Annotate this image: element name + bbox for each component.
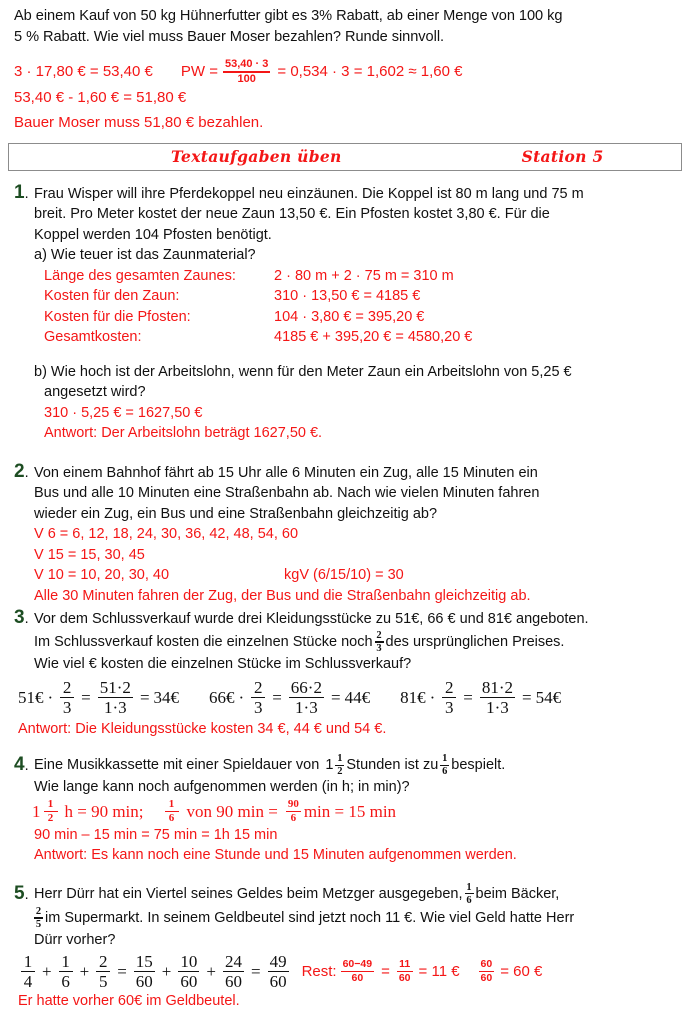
task-5-question-line-3: Dürr vorher? — [34, 932, 116, 949]
task-2-number: 2. — [14, 460, 29, 482]
denominator: 3 — [253, 698, 263, 718]
pw-denominator: 100 — [237, 72, 256, 85]
numerator: 90 — [287, 797, 299, 810]
top-problem-line1: Ab einem Kauf von 50 kg Hühnerfutter gibt es 3% Rabatt, ab einer Menge von 100 kg — [14, 8, 563, 24]
task-3-inline-fraction — [375, 630, 384, 654]
denominator: 6 — [61, 972, 70, 992]
price: 66€ — [209, 687, 235, 707]
numerator: 1 — [168, 797, 175, 810]
task-5-q-text-c: im Supermarkt. In seinem Geldbeutel sind jetzt noch 11 €. Wie viel Geld hatte Herr — [45, 909, 575, 926]
denominator: 6 — [290, 812, 297, 825]
top-problem-block — [14, 6, 686, 135]
task-1-number: 1. — [14, 181, 29, 203]
denominator: 1·3 — [486, 698, 509, 718]
task-5-header — [14, 882, 686, 906]
task-4-question-line-2: Wie lange kann noch aufgenommen werden (in h; in min)? — [34, 779, 410, 796]
equals-symbol: = — [330, 687, 341, 707]
top-solution-product: 3 · 17,80 € = 53,40 € — [14, 63, 153, 81]
equals-symbol: = — [522, 687, 532, 707]
operator: + — [161, 961, 172, 981]
numerator: 2 — [62, 677, 72, 697]
denominator: 6 — [442, 766, 448, 778]
numerator: 1 — [442, 753, 448, 765]
task-5-number: 5. — [14, 882, 29, 904]
rest-fraction-2 — [397, 959, 413, 984]
task-1-part-a-label: a) Wie teuer ist das Zaunmaterial? — [34, 247, 256, 264]
task-5-rest-computation — [302, 959, 543, 984]
sum-fraction — [178, 953, 199, 991]
denominator: 60 — [180, 972, 198, 992]
banner-station-label: Station 5 — [521, 147, 604, 167]
sum-fraction — [134, 953, 155, 991]
task-5-fraction-1 — [465, 882, 474, 906]
total-fraction — [479, 959, 495, 984]
fraction-part — [44, 799, 58, 825]
equals-symbol: = — [272, 687, 282, 707]
task-1-part-b-line-1: b) Wie hoch ist der Arbeitslohn, wenn für den Meter Zaun ein Arbeitslohn von 5,25 € — [34, 363, 572, 380]
denominator: 60 — [224, 972, 242, 992]
numerator: 1 — [23, 951, 33, 971]
equals-symbol: = — [463, 687, 473, 707]
sum-fraction — [96, 953, 110, 991]
top-problem-line2: 5 % Rabatt. Wie viel muss Bauer Moser bezahlen? Runde sinnvoll. — [14, 29, 445, 45]
task-3-calc-3 — [400, 679, 561, 717]
task-2 — [14, 462, 686, 607]
rest-fraction-1 — [341, 959, 375, 984]
operator: = — [117, 961, 127, 981]
denominator: 3 — [62, 698, 72, 718]
whole-part: 1 — [32, 801, 41, 821]
task-1 — [14, 183, 686, 444]
result: 34€ — [153, 687, 180, 707]
numerator: 66·2 — [290, 677, 322, 697]
task-4-question-line-1 — [34, 753, 686, 777]
task-2-header — [14, 462, 686, 484]
denominator: 1·3 — [295, 698, 318, 718]
sum-fraction — [21, 953, 35, 991]
table-row — [44, 307, 686, 328]
multiplier-fraction — [442, 679, 456, 717]
task-4-fraction-2 — [440, 753, 449, 777]
task-2-question-line-2: Bus und alle 10 Minuten eine Straßenbahn ab. Nach wie vielen Minuten fahren — [34, 485, 540, 502]
operator: + — [206, 961, 216, 981]
task-1-question-line-3: Koppel werden 104 Pfosten benötigt. — [34, 226, 272, 243]
task-5-fraction-2 — [34, 906, 43, 930]
denominator: 60 — [351, 972, 364, 985]
task-1-question-line-2: breit. Pro Meter kostet der neue Zaun 13,50 €. Ein Pfosten kostet 3,80 €. Für die — [34, 206, 550, 223]
task-5 — [14, 882, 686, 1011]
multiplier-fraction — [60, 679, 74, 717]
multiplier-fraction — [251, 679, 265, 717]
task-5-calculation-row — [14, 953, 686, 991]
denominator: 60 — [269, 972, 287, 992]
calc2-mid: von 90 min = — [186, 801, 278, 821]
calc1-tail: h = 90 min; — [64, 801, 144, 821]
result: 54€ — [535, 687, 562, 707]
result-fraction — [98, 679, 133, 717]
task-3-q2-text-b: des ursprünglichen Preises. — [385, 633, 565, 650]
fraction-part — [335, 753, 344, 777]
numerator: 2 — [98, 951, 108, 971]
task-2-multiples-15: V 15 = 15, 30, 45 — [34, 546, 145, 563]
pw-formula — [181, 59, 463, 85]
result: 44€ — [344, 687, 371, 707]
task-4-number: 4. — [14, 754, 29, 776]
task-3-calc-1 — [18, 679, 179, 717]
denominator: 60 — [135, 972, 153, 992]
operator: = — [250, 961, 261, 981]
ninety-sixths-fraction — [286, 799, 301, 825]
task-5-fraction-sum — [18, 953, 292, 991]
task-4-q-text-b: Stunden ist zu — [346, 757, 439, 774]
denominator: 2 — [47, 812, 54, 825]
sum-fraction — [59, 953, 73, 991]
result-fraction — [480, 679, 515, 717]
banner-title: Textaufgaben üben — [171, 147, 342, 167]
task-4-answer: Antwort: Es kann noch eine Stunde und 15 Minuten aufgenommen werden. — [34, 847, 517, 864]
task-3 — [14, 608, 686, 739]
rest-equals-value: = 11 € — [418, 963, 460, 981]
numerator: 24 — [224, 951, 242, 971]
mixed-number — [32, 799, 61, 825]
task-1-header — [14, 183, 686, 205]
table-row — [44, 327, 686, 348]
denominator: 3 — [376, 643, 382, 655]
task-1-part-b-answer: Antwort: Der Arbeitslohn beträgt 1627,50 €. — [44, 425, 323, 442]
top-solution-row-2 — [14, 85, 686, 110]
whole-part: 1 — [325, 757, 334, 774]
numerator: 1 — [337, 753, 343, 765]
pw-numerator: 53,40 · 3 — [224, 58, 269, 70]
denominator: 4 — [23, 972, 33, 992]
table-row — [44, 266, 686, 287]
numerator: 11 — [399, 958, 411, 971]
row-value: 310 · 13,50 € = 4185 € — [274, 288, 421, 305]
equals-symbol: = — [139, 687, 150, 707]
multiply-symbol: · — [47, 687, 54, 707]
task-4-q-text-a: Eine Musikkassette mit einer Spieldauer von — [34, 757, 320, 774]
row-value: 2 · 80 m + 2 · 75 m = 310 m — [274, 267, 454, 284]
task-5-q-text-b: beim Bäcker, — [475, 885, 560, 902]
task-3-number: 3. — [14, 607, 29, 629]
task-2-kgv: kgV (6/15/10) = 30 — [284, 567, 404, 584]
row-value: 4185 € + 395,20 € = 4580,20 € — [274, 329, 473, 346]
task-1-solution-table — [14, 266, 686, 348]
row-label: Länge des gesamten Zaunes: — [44, 267, 236, 284]
task-3-question-line-3: Wie viel € kosten die einzelnen Stücke im Schlussverkauf? — [34, 656, 412, 673]
task-2-multiples-10-row — [14, 565, 686, 586]
one-sixth-fraction — [165, 799, 179, 825]
multiply-symbol: · — [238, 687, 245, 707]
row-label: Kosten für den Zaun: — [44, 288, 180, 305]
numerator: 60 — [480, 958, 493, 971]
top-solution — [14, 59, 686, 135]
task-3-answer: Antwort: Die Kleidungsstücke kosten 34 €, 44 € und 54 €. — [18, 720, 387, 737]
multiply-symbol: · — [429, 687, 436, 707]
top-solution-row-3 — [14, 110, 686, 135]
denominator: 6 — [168, 812, 175, 825]
denominator: 5 — [98, 972, 108, 992]
row-label: Kosten für die Pfosten: — [44, 308, 191, 325]
sum-fraction — [223, 953, 244, 991]
numerator: 51·2 — [99, 677, 131, 697]
top-solution-answer: Bauer Moser muss 51,80 € bezahlen. — [14, 113, 264, 131]
station-banner — [8, 143, 682, 171]
denominator: 5 — [35, 919, 42, 931]
denominator: 1·3 — [104, 698, 127, 718]
task-3-header — [14, 608, 686, 630]
task-4-mixed-number — [325, 753, 346, 777]
task-3-question-line-2 — [14, 630, 686, 654]
result-fraction — [289, 679, 324, 717]
task-1-part-b-line-2: angesetzt wird? — [44, 384, 146, 401]
task-5-question-line-1 — [34, 882, 686, 906]
sum-fraction — [268, 953, 289, 991]
task-2-multiples-6: V 6 = 6, 12, 18, 24, 30, 36, 42, 48, 54, 60 — [34, 526, 299, 543]
task-4-q-text-c: bespielt. — [451, 757, 506, 774]
task-4-header — [14, 753, 686, 777]
task-5-q-text-a: Herr Dürr hat ein Viertel seines Geldes beim Metzger ausgegeben, — [34, 885, 463, 902]
task-1-question-line-1: Frau Wisper will ihre Pferdekoppel neu einzäunen. Die Koppel ist 80 m lang und 75 m — [34, 185, 584, 202]
numerator: 1 — [466, 881, 472, 893]
task-5-question-line-2 — [14, 906, 686, 930]
operator: + — [42, 961, 52, 981]
numerator: 1 — [61, 951, 70, 971]
total-equals-value: = 60 € — [500, 963, 543, 981]
top-solution-row-1 — [14, 59, 686, 85]
row-value: 104 · 3,80 € = 395,20 € — [274, 308, 425, 325]
numerator: 81·2 — [481, 677, 513, 697]
top-solution-subtraction: 53,40 € - 1,60 € = 51,80 € — [14, 88, 187, 106]
numerator: 15 — [135, 951, 153, 971]
denominator: 6 — [466, 894, 472, 906]
task-3-calculations — [14, 679, 686, 717]
task-2-question-line-1: Von einem Bahnhof fährt ab 15 Uhr alle 6 Minuten ein Zug, alle 15 Minuten ein — [34, 464, 538, 481]
task-3-calc-2 — [209, 679, 370, 717]
pw-fraction — [223, 59, 270, 85]
equals-symbol: = — [381, 963, 390, 981]
spacer — [14, 348, 686, 362]
numerator: 2 — [35, 905, 42, 917]
pw-remainder: = 0,534 · 3 = 1,602 ≈ 1,60 € — [277, 63, 463, 81]
numerator: 49 — [269, 951, 287, 971]
price: 51€ — [18, 687, 44, 707]
numerator: 60−49 — [342, 958, 373, 971]
denominator: 60 — [480, 972, 493, 985]
task-2-answer: Alle 30 Minuten fahren der Zug, der Bus und die Straßenbahn gleichzeitig ab. — [34, 587, 531, 604]
denominator: 3 — [444, 698, 454, 718]
price: 81€ — [400, 687, 426, 707]
table-row — [44, 286, 686, 307]
calc3-tail: min = 15 min — [303, 801, 397, 821]
task-2-multiples-10: V 10 = 10, 20, 30, 40 — [34, 567, 170, 584]
task-4-calculation-1 — [14, 799, 686, 825]
task-3-q2-text-a: Im Schlussverkauf kosten die einzelnen Stücke noch — [34, 633, 373, 650]
task-4 — [14, 753, 686, 866]
task-4-calculation-2: 90 min – 15 min = 75 min = 1h 15 min — [34, 826, 278, 843]
row-label: Gesamtkosten: — [44, 329, 142, 346]
rest-label: Rest: — [301, 963, 337, 981]
equals-symbol: = — [81, 687, 91, 707]
pw-label: PW = — [180, 63, 218, 81]
denominator: 60 — [398, 972, 411, 985]
numerator: 10 — [180, 951, 198, 971]
numerator: 1 — [47, 797, 54, 810]
task-2-question-line-3: wieder ein Zug, ein Bus und eine Straßenbahn gleichzeitig ab? — [34, 505, 438, 522]
operator: + — [79, 961, 90, 981]
denominator: 2 — [337, 766, 343, 778]
task-3-question-line-1: Vor dem Schlussverkauf wurde drei Kleidungsstücke zu 51€, 66 € und 81€ angeboten. — [34, 611, 589, 628]
task-5-answer: Er hatte vorher 60€ im Geldbeutel. — [18, 992, 240, 1009]
numerator: 2 — [376, 629, 382, 641]
numerator: 2 — [253, 677, 263, 697]
task-1-part-b-calculation: 310 · 5,25 € = 1627,50 € — [44, 404, 203, 421]
numerator: 2 — [444, 677, 454, 697]
